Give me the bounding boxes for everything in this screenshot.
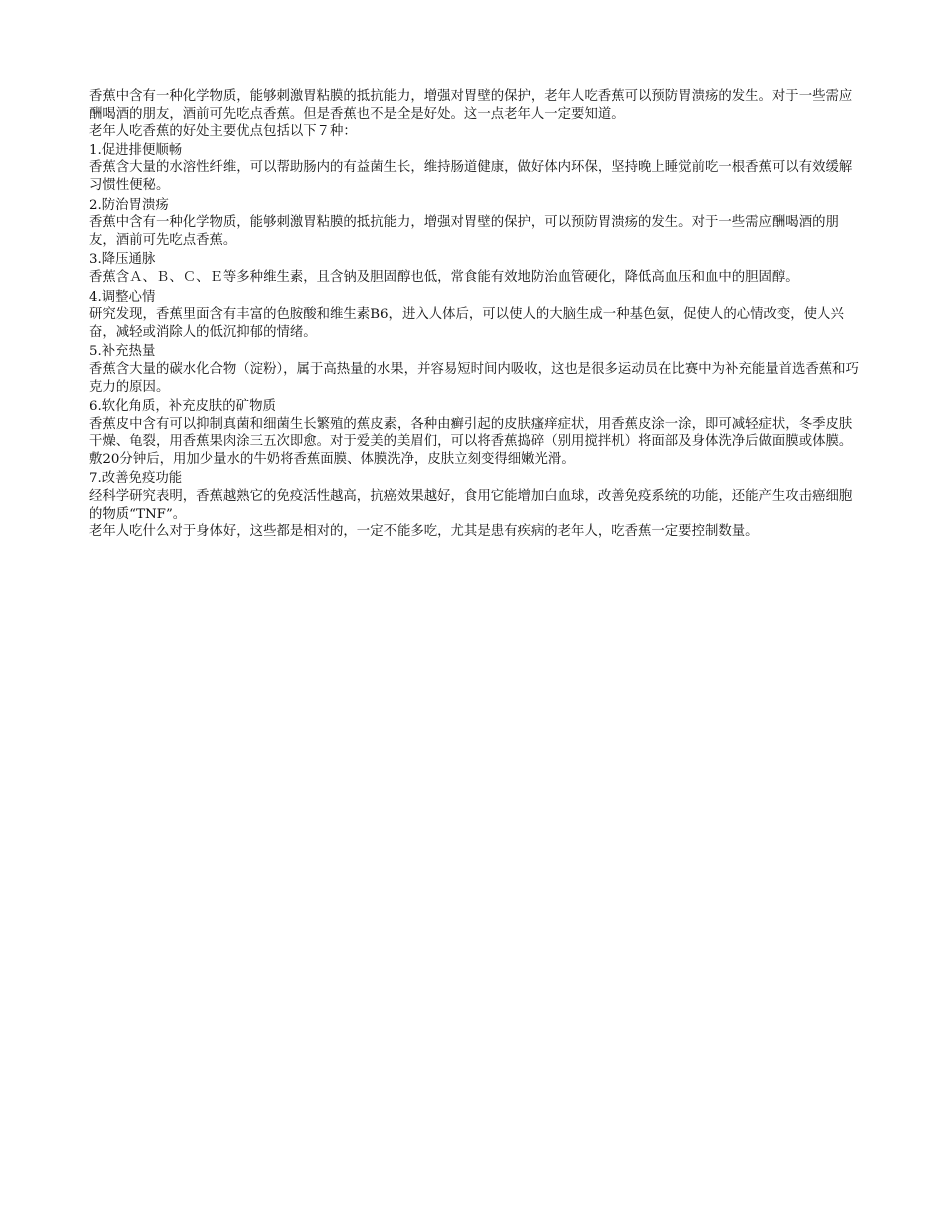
section-body-5: 香蕉含大量的碳水化合物（淀粉），属于高热量的水果，并容易短时间内吸收，这也是很多运动员在比赛中为补充能量首选香蕉和巧克力的原因。 [89,361,859,395]
section-body-1: 香蕉含大量的水溶性纤维，可以帮助肠内的有益菌生长，维持肠道健康，做好体内环保，坚持晚上睡觉前吃一根香蕉可以有效缓解习惯性便秘。 [89,160,853,193]
section-heading-6: 6.软化角质，补充皮肤的矿物质 [89,399,276,415]
closing-paragraph: 老年人吃什么对于身体好，这些都是相对的，一定不能多吃，尤其是患有疾病的老年人，吃香蕉一定要控制数量。 [89,524,759,540]
section-heading-3: 3.降压通脉 [89,252,156,268]
intro-summary-line: 老年人吃香蕉的好处主要优点包括以下７种： [89,124,357,140]
section-body-2: 香蕉中含有一种化学物质，能够刺激胃粘膜的抵抗能力，增强对胃壁的保护，可以预防胃溃疡的发生。对于一些需应酬喝酒的朋友，酒前可先吃点香蕉。 [89,215,839,248]
document-page [89,88,864,541]
section-heading-4: 4.调整心情 [89,289,156,305]
section-body-6: 香蕉皮中含有可以抑制真菌和细菌生长繁殖的蕉皮素，各种由癣引起的皮肤瘙痒症状，用香蕉皮涂一涂，即可减轻症状，冬季皮肤干燥、龟裂，用香蕉果肉涂三五次即愈。对于爱美的美眉们，可以将香蕉捣碎（别用搅拌机）将面部及身体洗净后做面膜或体膜。敷20分钟后，用加少量水的牛奶将香蕉面膜、体膜洗净，皮肤立刻变得细嫩光滑。 [89,416,853,467]
section-heading-7: 7.改善免疫功能 [89,471,183,487]
intro-paragraph: 香蕉中含有一种化学物质，能够刺激胃粘膜的抵抗能力，增强对胃壁的保护，老年人吃香蕉可以预防胃溃疡的发生。对于一些需应酬喝酒的朋友，酒前可先吃点香蕉。但是香蕉也不是全是好处。这一点老年人一定要知道。 [89,89,853,122]
section-heading-1: 1.促进排便顺畅 [89,142,183,158]
section-heading-2: 2.防治胃溃疡 [89,197,169,213]
section-body-7: 经科学研究表明，香蕉越熟它的免疫活性越高，抗癌效果越好，食用它能增加白血球，改善免疫系统的功能，还能产生攻击癌细胞的物质“TNF”。 [89,489,853,522]
section-body-4: 研究发现，香蕉里面含有丰富的色胺酸和维生素B6，进入人体后，可以使人的大脑生成一种基色氨，促使人的心情改变，使人兴奋，减轻或消除人的低沉抑郁的情绪。 [89,307,844,340]
section-heading-5: 5.补充热量 [89,344,156,360]
section-body-3: 香蕉含Ａ、Ｂ、Ｃ、Ｅ等多种维生素，且含钠及胆固醇也低，常食能有效地防治血管硬化，降低高血压和血中的胆固醇。 [89,269,799,285]
